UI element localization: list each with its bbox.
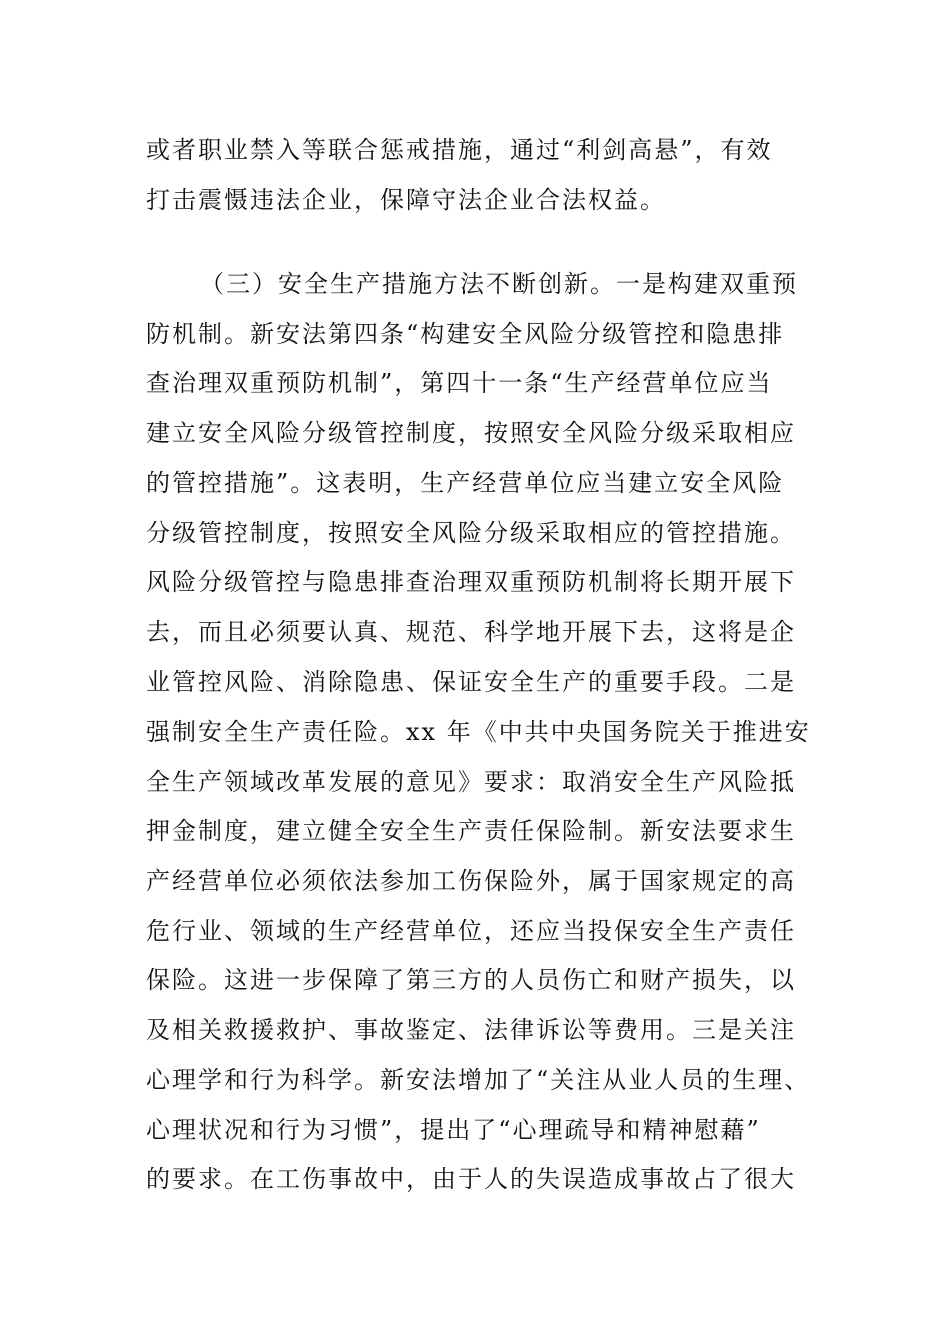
text-line: 全生产领域改革发展的意见》要求：取消安全生产风险抵 xyxy=(146,768,796,796)
text-line: 查治理双重预防机制”，第四十一条“生产经营单位应当 xyxy=(146,369,773,397)
text-line: 建立安全风险分级管控制度，按照安全风险分级采取相应 xyxy=(146,419,796,447)
text-line: 打击震慑违法企业，保障守法企业合法权益。 xyxy=(146,186,666,214)
text-line: 业管控风险、消除隐患、保证安全生产的重要手段。二是 xyxy=(146,668,796,696)
text-line: 或者职业禁入等联合惩戒措施，通过“利剑高悬”，有效 xyxy=(146,136,773,164)
text-line: 防机制。新安法第四条“构建安全风险分级管控和隐患排 xyxy=(146,320,785,348)
text-line: 强制安全生产责任险。xx 年《中共中央国务院关于推进安 xyxy=(146,718,811,746)
text-line: 押金制度，建立健全安全生产责任保险制。新安法要求生 xyxy=(146,817,796,845)
text-line: 心理学和行为科学。新安法增加了“关注从业人员的生理、 xyxy=(146,1066,811,1094)
text-line: 分级管控制度，按照安全风险分级采取相应的管控措施。 xyxy=(146,519,796,547)
paragraph-first-line: （三）安全生产措施方法不断创新。一是构建双重预 xyxy=(200,270,798,298)
text-line: 的管控措施”。这表明，生产经营单位应当建立安全风险 xyxy=(146,469,785,497)
text-line: 危行业、领域的生产经营单位，还应当投保安全生产责任 xyxy=(146,917,796,945)
text-line: 产经营单位必须依法参加工伤保险外，属于国家规定的高 xyxy=(146,867,796,895)
text-line: 及相关救援救护、事故鉴定、法律诉讼等费用。三是关注 xyxy=(146,1016,796,1044)
text-line: 心理状况和行为习惯”，提出了“心理疏导和精神慰藉” xyxy=(146,1116,761,1144)
text-line: 的要求。在工伤事故中，由于人的失误造成事故占了很大 xyxy=(146,1165,796,1193)
text-line: 风险分级管控与隐患排查治理双重预防机制将长期开展下 xyxy=(146,568,796,596)
text-line: 去，而且必须要认真、规范、科学地开展下去，这将是企 xyxy=(146,618,796,646)
text-line: 保险。这进一步保障了第三方的人员伤亡和财产损失，以 xyxy=(146,966,796,994)
